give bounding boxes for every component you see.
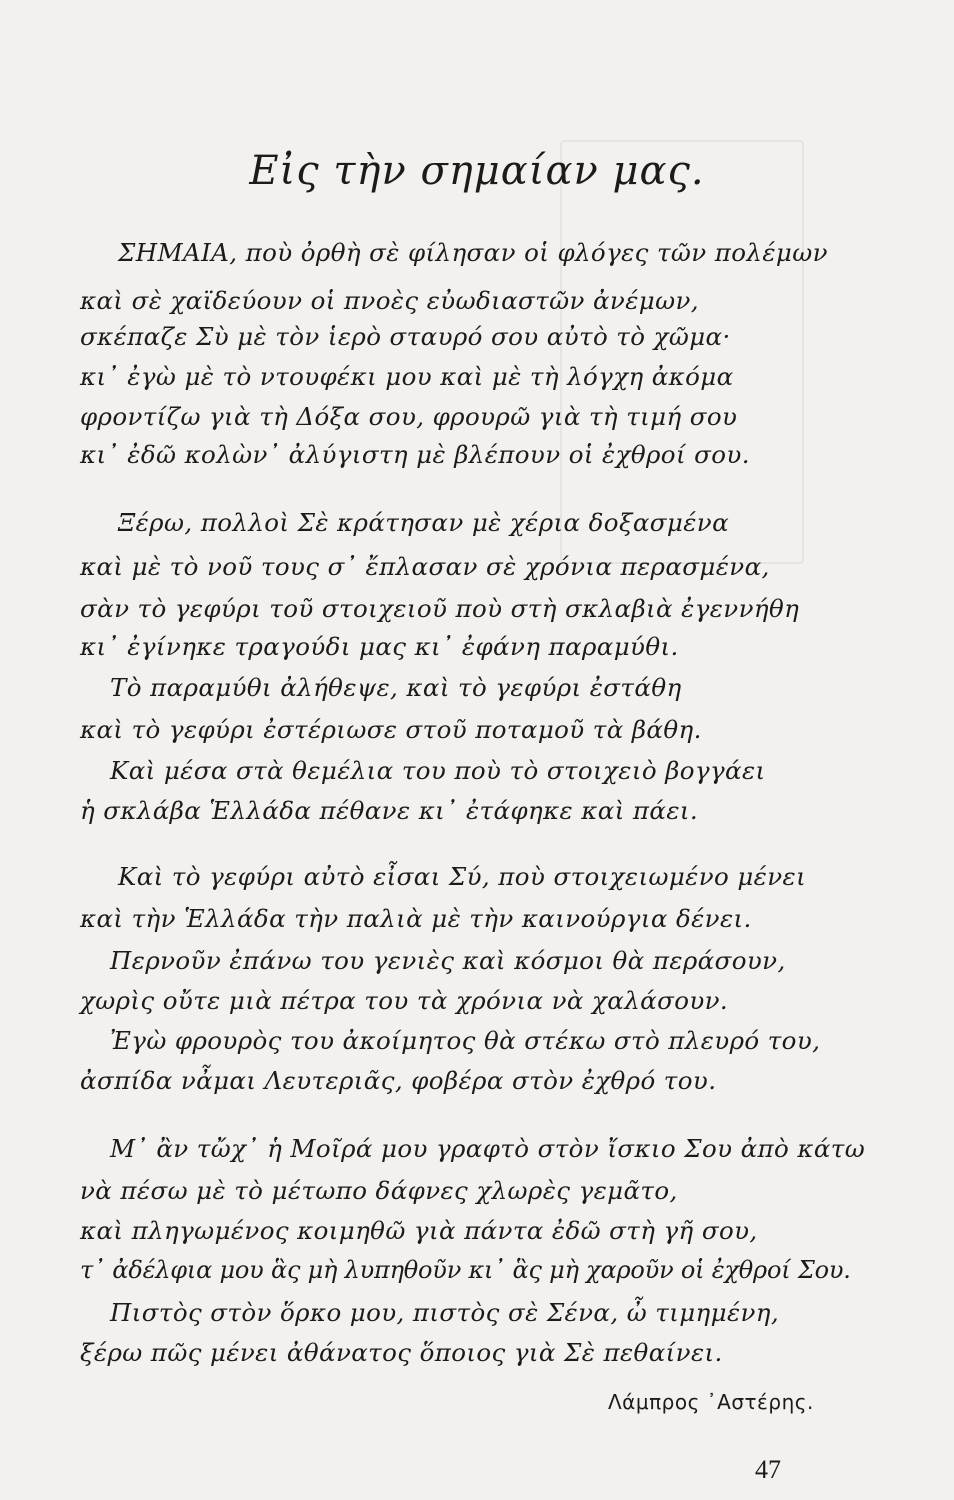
poem-line: Μ᾽ ἂν τὤχ᾽ ἡ Μοῖρά μου γραφτὸ στὸν ἴσκιο Σου ἀπὸ κάτω xyxy=(110,1134,866,1163)
poem-line: σὰν τὸ γεφύρι τοῦ στοιχειοῦ ποὺ στὴ σκλαβιὰ ἐγεννήθη xyxy=(80,594,800,623)
poem-line: καὶ τὴν Ἑλλάδα τὴν παλιὰ μὲ τὴν καινούργια δένει. xyxy=(80,904,752,933)
poem-line: Τὸ παραμύθι ἀλήθεψε, καὶ τὸ γεφύρι ἐστάθη xyxy=(110,673,682,702)
poem-line: Καὶ τὸ γεφύρι αὐτὸ εἶσαι Σύ, ποὺ στοιχειωμένο μένει xyxy=(118,862,807,891)
poem-title: Εἰς τὴν σημαίαν μας. xyxy=(249,148,705,194)
page-number: 47 xyxy=(755,1455,781,1484)
poem-line: χωρὶς οὔτε μιὰ πέτρα του τὰ χρόνια νὰ χαλάσουν. xyxy=(80,986,729,1015)
poem-line: καὶ σὲ χαϊδεύουν οἱ πνοὲς εὐωδιαστῶν ἀνέμων, xyxy=(80,286,699,315)
poem-line: Ἐγὼ φρουρὸς του ἀκοίμητος θὰ στέκω στὸ πλευρό του, xyxy=(110,1026,821,1055)
poem-line: ἡ σκλάβα Ἑλλάδα πέθανε κι᾽ ἐτάφηκε καὶ πάει. xyxy=(80,796,699,825)
poem-line: νὰ πέσω μὲ τὸ μέτωπο δάφνες χλωρὲς γεμᾶτο, xyxy=(80,1176,678,1205)
poem-line: κι᾽ ἐγὼ μὲ τὸ ντουφέκι μου καὶ μὲ τὴ λόγχη ἀκόμα xyxy=(80,362,734,391)
author-signature: Λάμπρος ᾽Αστέρης. xyxy=(608,1390,814,1414)
poem-line: ΣΗΜΑΙΑ, ποὺ ὀρθὴ σὲ φίλησαν οἱ φλόγες τῶν πολέμων xyxy=(118,238,828,267)
poem-line: καὶ μὲ τὸ νοῦ τους σ᾽ ἔπλασαν σὲ χρόνια περασμένα, xyxy=(80,552,770,581)
poem-line: Καὶ μέσα στὰ θεμέλια του ποὺ τὸ στοιχειὸ βογγάει xyxy=(110,756,766,785)
poem-line: καὶ πληγωμένος κοιμηθῶ γιὰ πάντα ἐδῶ στὴ γῆ σου, xyxy=(80,1216,758,1245)
poem-line: ξέρω πῶς μένει ἀθάνατος ὅποιος γιὰ Σὲ πεθαίνει. xyxy=(80,1338,723,1367)
poem-line: σκέπαζε Σὺ μὲ τὸν ἱερὸ σταυρό σου αὐτὸ τὸ χῶμα· xyxy=(80,322,731,351)
poem-line: φροντίζω γιὰ τὴ Δόξα σου, φρουρῶ γιὰ τὴ τιμή σου xyxy=(80,402,738,431)
poem-line: καὶ τὸ γεφύρι ἐστέριωσε στοῦ ποταμοῦ τὰ βάθη. xyxy=(80,715,702,744)
poem-line: κι᾽ ἐγίνηκε τραγούδι μας κι᾽ ἐφάνη παραμύθι. xyxy=(80,632,679,661)
bleed-through-frame xyxy=(560,140,804,564)
poem-line: ἀσπίδα νἆμαι Λευτεριᾶς, φοβέρα στὸν ἐχθρό του. xyxy=(80,1066,717,1095)
poem-line: τ᾽ ἀδέλφια μου ἃς μὴ λυπηθοῦν κι᾽ ἃς μὴ χαροῦν οἱ ἐχθροί Σου. xyxy=(80,1256,851,1284)
poem-line: Περνοῦν ἐπάνω του γενιὲς καὶ κόσμοι θὰ περάσουν, xyxy=(110,946,786,975)
poem-line: Πιστὸς στὸν ὅρκο μου, πιστὸς σὲ Σένα, ὦ τιμημένη, xyxy=(110,1298,780,1327)
poem-line: κι᾽ ἐδῶ κολὼν᾽ ἀλύγιστη μὲ βλέπουν οἱ ἐχθροί σου. xyxy=(80,440,750,469)
poem-line: Ξέρω, πολλοὶ Σὲ κράτησαν μὲ χέρια δοξασμένα xyxy=(118,508,730,537)
